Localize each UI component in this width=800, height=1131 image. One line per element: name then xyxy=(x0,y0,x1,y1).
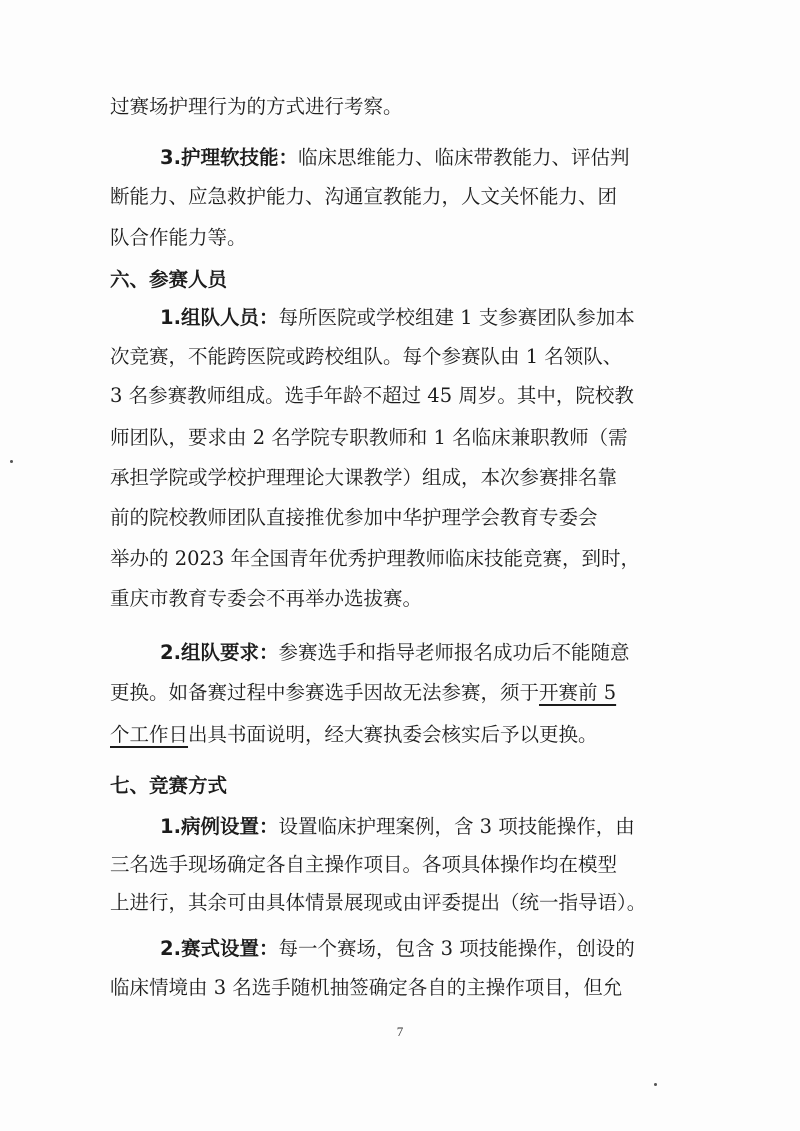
text: 过赛场护理行为的方式进行考察。 xyxy=(110,95,403,118)
text-line xyxy=(110,182,617,212)
item-label: 3.护理软技能： xyxy=(160,146,298,169)
text-line xyxy=(110,888,646,918)
text: 出具书面说明，经大赛执委会核实后予以更换。 xyxy=(188,723,598,746)
text-line xyxy=(110,503,598,533)
section-heading xyxy=(110,265,227,295)
text: 每一个赛场，包含 3 项技能操作，创设的 xyxy=(278,937,635,960)
text: 断能力、应急救护能力、沟通宣教能力，人文关怀能力、团 xyxy=(110,185,618,208)
text: 临床思维能力、临床带教能力、评估判 xyxy=(297,146,630,169)
text-line xyxy=(160,303,635,333)
text: 更换。如备赛过程中参赛选手因故无法参赛，须于 xyxy=(110,681,540,704)
text: 参赛选手和指导老师报名成功后不能随意 xyxy=(278,641,630,664)
text-line xyxy=(160,638,630,668)
heading-text: 六、参赛人员 xyxy=(110,268,228,291)
text-line xyxy=(110,463,617,493)
text-line xyxy=(110,223,247,253)
heading-text: 七、竞赛方式 xyxy=(110,774,228,797)
text-line xyxy=(110,678,616,708)
text-line xyxy=(110,720,598,750)
text-line xyxy=(110,342,622,372)
scan-speck xyxy=(654,1083,657,1086)
item-label: 2.赛式设置： xyxy=(160,937,279,960)
text-line xyxy=(110,584,422,614)
text-line xyxy=(110,381,634,411)
text: 举办的 2023 年全国青年优秀护理教师临床技能竞赛，到时， xyxy=(110,547,641,570)
text: 承担学院或学校护理理论大课教学）组成，本次参赛排名靠 xyxy=(110,466,618,489)
text-line xyxy=(110,973,622,1003)
item-label: 2.组队要求： xyxy=(160,641,279,664)
page-number: 7 xyxy=(396,1024,404,1039)
text: 每所医院或学校组建 1 支参赛团队参加本 xyxy=(278,306,635,329)
item-label: 1.组队人员： xyxy=(160,306,279,329)
text: 3 名参赛教师组成。选手年龄不超过 45 周岁。其中，院校教 xyxy=(110,384,634,407)
text-line xyxy=(160,934,635,964)
text: 师团队，要求由 2 名学院专职教师和 1 名临床兼职教师（需 xyxy=(110,426,628,449)
text: 临床情境由 3 名选手随机抽签确定各自的主操作项目，但允 xyxy=(110,976,623,999)
text-line xyxy=(160,143,630,173)
text: 设置临床护理案例，含 3 项技能操作，由 xyxy=(278,815,635,838)
underlined-text: 个工作日 xyxy=(110,723,189,746)
section-heading xyxy=(110,771,227,801)
text: 次竞赛，不能跨医院或跨校组队。每个参赛队由 1 名领队、 xyxy=(110,345,623,368)
underlined-text: 开赛前 5 xyxy=(539,681,617,704)
text: 重庆市教育专委会不再举办选拔赛。 xyxy=(110,587,423,610)
text: 三名选手现场确定各自主操作项目。各项具体操作均在模型 xyxy=(110,853,618,876)
text-line xyxy=(110,544,640,574)
text-line xyxy=(110,423,628,453)
text-line xyxy=(160,812,635,842)
text: 上进行，其余可由具体情景展现或由评委提出（统一指导语）。 xyxy=(110,891,647,914)
text-line xyxy=(110,850,617,880)
scan-speck xyxy=(10,460,13,463)
text: 队合作能力等。 xyxy=(110,226,247,249)
text-line xyxy=(110,92,403,122)
text: 前的院校教师团队直接推优参加中华护理学会教育专委会 xyxy=(110,506,598,529)
item-label: 1.病例设置： xyxy=(160,815,279,838)
